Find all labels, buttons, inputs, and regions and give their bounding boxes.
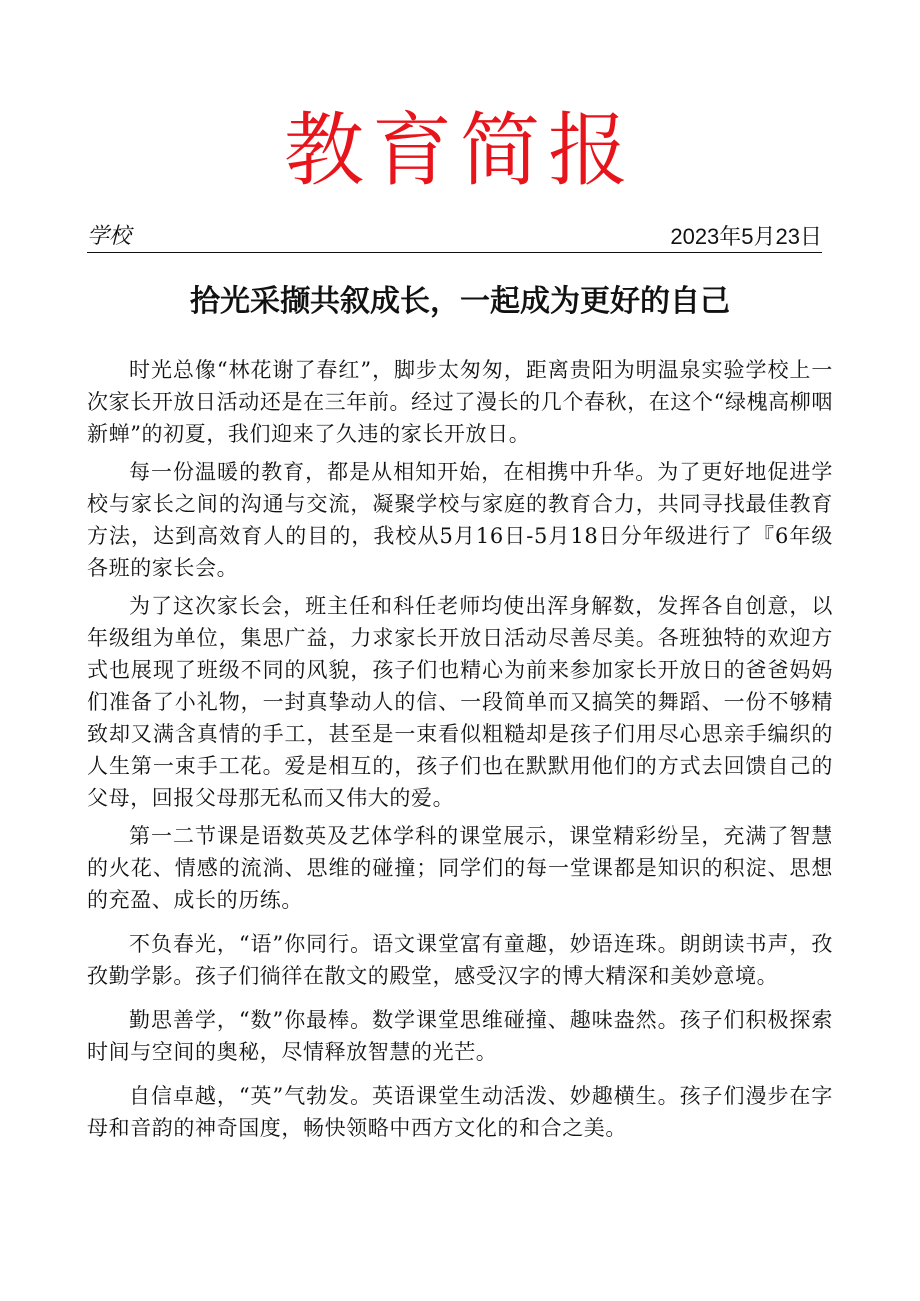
meta-row [87, 224, 822, 253]
paragraph-2: 每一份温暖的教育，都是从相知开始，在相携中升华。为了更好地促进学校与家长之间的沟通与交流，凝聚学校与家庭的教育合力，共同寻找最佳教育方法，达到高效育人的目的，我校从5月16日-5月18日分年级进行了『6年级各班的家长会。 [87, 460, 833, 580]
newsletter-title: 教育简报 [284, 104, 636, 197]
paragraph-1: 时光总像“林花谢了春红”，脚步太匆匆，距离贵阳为明温泉实验学校上一次家长开放日活动还是在三年前。经过了漫长的几个春秋，在这个“绿槐高柳咽新蝉”的初夏，我们迎来了久违的家长开放日。 [87, 358, 833, 446]
paragraph-7: 自信卓越，“英”气勃发。英语课堂生动活泼、妙趣横生。孩子们漫步在字母和音韵的神奇国度，畅快领略中西方文化的和合之美。 [87, 1084, 833, 1140]
paragraph-4: 第一二节课是语数英及艺体学科的课堂展示，课堂精彩纷呈，充满了智慧的火花、情感的流淌、思维的碰撞；同学们的每一堂课都是知识的积淀、思想的充盈、成长的历练。 [87, 824, 833, 912]
paragraph-3: 为了这次家长会，班主任和科任老师均使出浑身解数，发挥各自创意，以年级组为单位，集思广益，力求家长开放日活动尽善尽美。各班独特的欢迎方式也展现了班级不同的风貌，孩子们也精心为前来参加家长开放日的爸爸妈妈们准备了小礼物，一封真挚动人的信、一段简单而又搞笑的舞蹈、一份不够精致却又满含真情的手工，甚至是一束看似粗糙却是孩子们用尽心思亲手编织的人生第一束手工花。爱是相互的，孩子们也在默默用他们的方式去回馈自己的父母，回报父母那无私而又伟大的爱。 [87, 594, 833, 810]
school-label: 学校 [87, 224, 132, 249]
paragraph-5: 不负春光，“语”你同行。语文课堂富有童趣，妙语连珠。朗朗读书声，孜孜勤学影。孩子们徜徉在散文的殿堂，感受汉字的博大精深和美妙意境。 [87, 932, 833, 988]
article-body [87, 354, 833, 1156]
issue-date: 2023年5月23日 [670, 224, 822, 249]
paragraph-6: 勤思善学，“数”你最棒。数学课堂思维碰撞、趣味盎然。孩子们积极探索时间与空间的奥秘，尽情释放智慧的光芒。 [87, 1008, 833, 1064]
article-headline: 拾光采撷共叙成长，一起成为更好的自己 [190, 284, 730, 319]
